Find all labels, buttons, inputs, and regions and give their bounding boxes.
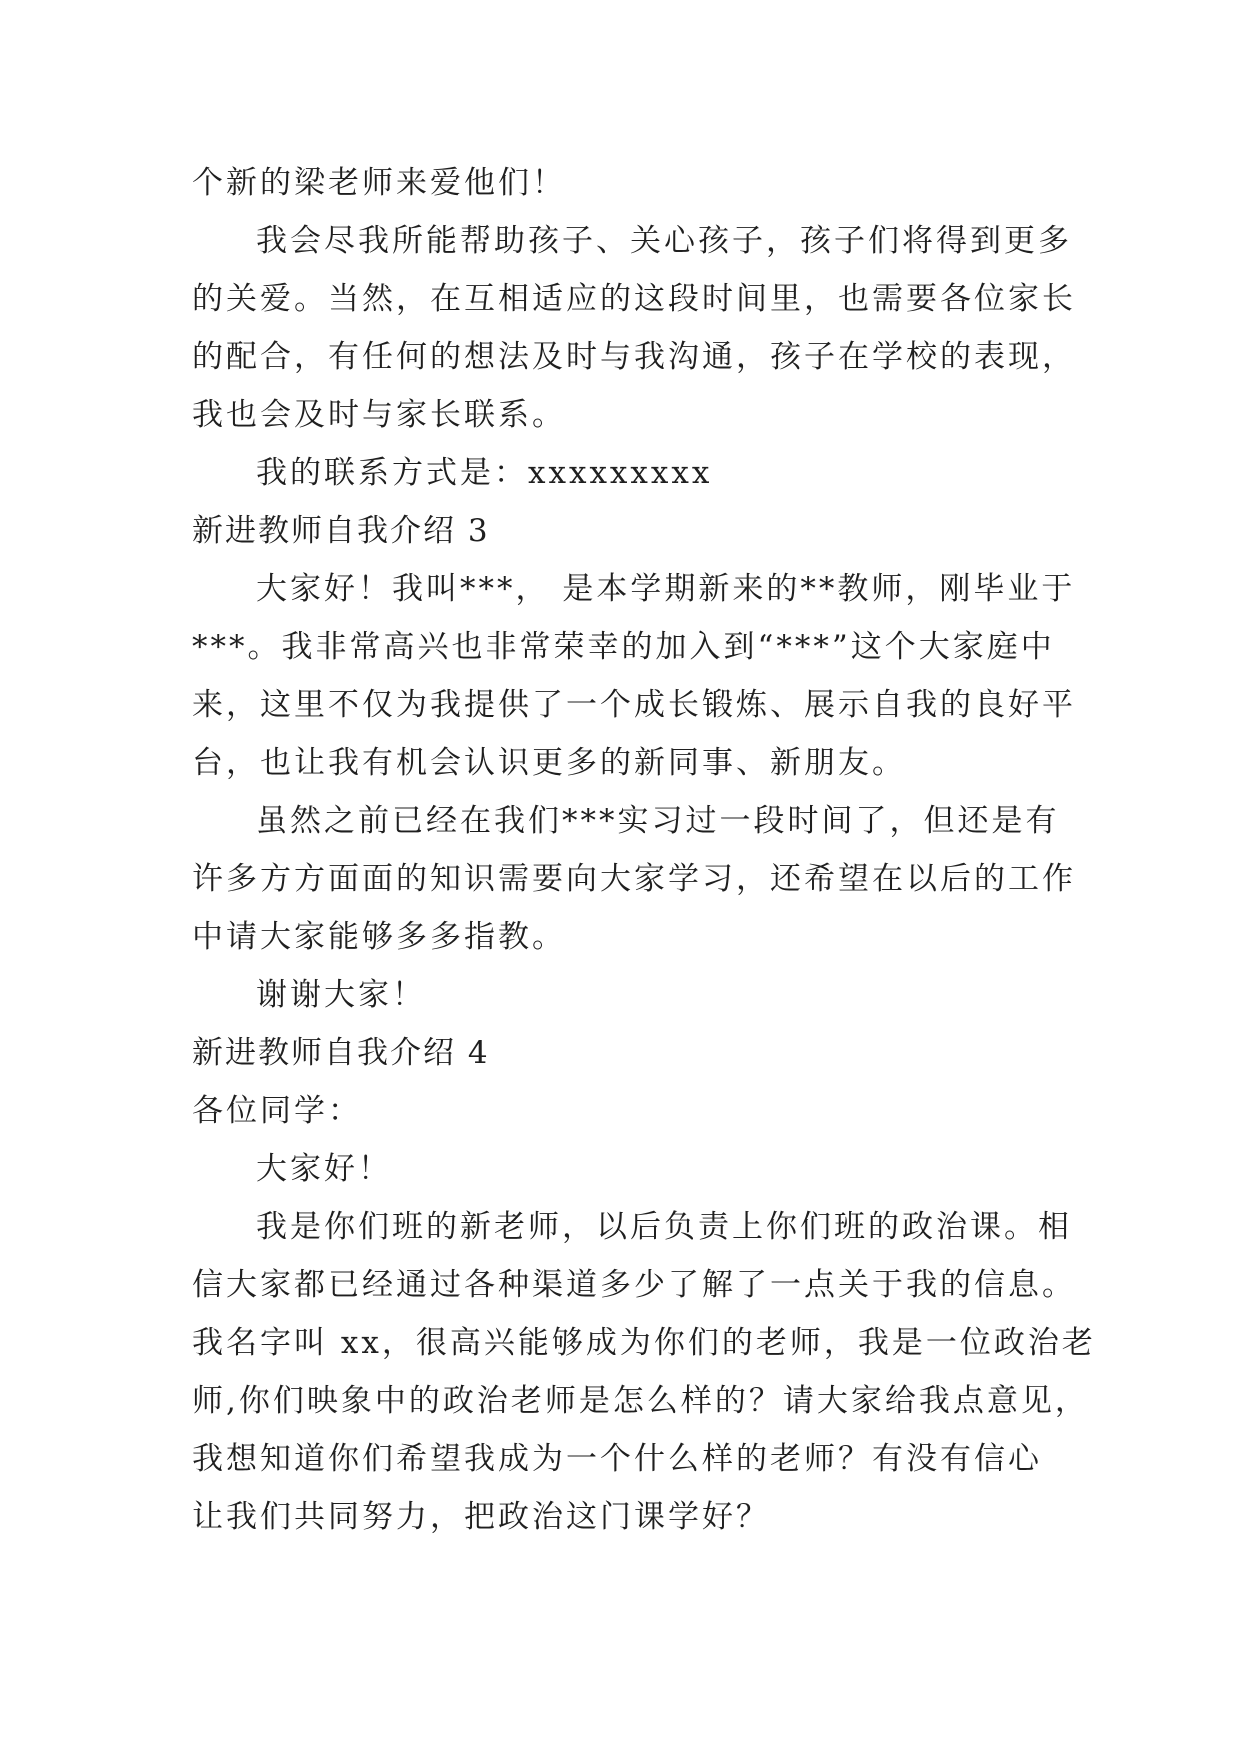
paragraph [192,1082,1062,1140]
text-line: 让我们共同努力，把政治这门课学好？ [192,1499,770,1535]
paragraph [192,792,1076,966]
paragraph [192,966,1062,1024]
text-line: 虽然之前已经在我们***实习过一段时间了，但还是有 [256,803,1060,839]
text-line: 信大家都已经通过各种渠道多少了解了一点关于我的信息。 [192,1267,1076,1303]
text-line: 来，这里不仅为我提供了一个成长锻炼、展示自我的良好平 [192,687,1076,723]
document-body [192,154,1096,1546]
section-heading [192,1024,1062,1082]
text-line: 台，也让我有机会认识更多的新同事、新朋友。 [192,745,906,781]
paragraph [192,444,1062,502]
paragraph [192,1198,1096,1546]
text-line: 我的联系方式是：xxxxxxxxx [256,455,713,491]
text-line: 个新的梁老师来爱他们！ [192,165,566,201]
paragraph [192,212,1076,444]
text-line: 许多方方面面的知识需要向大家学习，还希望在以后的工作 [192,861,1076,897]
paragraph [192,560,1076,792]
text-line: 我想知道你们希望我成为一个什么样的老师？有没有信心 [192,1441,1042,1477]
text-line: 的关爱。当然，在互相适应的这段时间里，也需要各位家长 [192,281,1076,317]
text-line: 我会尽我所能帮助孩子、关心孩子，孩子们将得到更多 [256,223,1072,259]
text-line: 中请大家能够多多指教。 [192,919,566,955]
text-line: 大家好！ [256,1151,392,1187]
text-line: 师,你们映象中的政治老师是怎么样的？请大家给我点意见， [192,1383,1089,1419]
text-line: 谢谢大家！ [256,977,426,1013]
paragraph [192,1140,1062,1198]
heading-text: 新进教师自我介绍 4 [192,1035,490,1071]
paragraph [192,154,1062,212]
text-line: 我也会及时与家长联系。 [192,397,566,433]
text-line: 我是你们班的新老师，以后负责上你们班的政治课。相 [256,1209,1072,1245]
text-line: ***。我非常高兴也非常荣幸的加入到“***”这个大家庭中 [192,629,1055,665]
text-line: 大家好！我叫***， 是本学期新来的**教师，刚毕业于 [256,571,1076,607]
text-line: 各位同学： [192,1093,362,1129]
text-line: 我名字叫 xx，很高兴能够成为你们的老师，我是一位政治老 [192,1325,1096,1361]
section-heading [192,502,1062,560]
heading-text: 新进教师自我介绍 3 [192,513,490,549]
text-line: 的配合，有任何的想法及时与我沟通，孩子在学校的表现， [192,339,1076,375]
